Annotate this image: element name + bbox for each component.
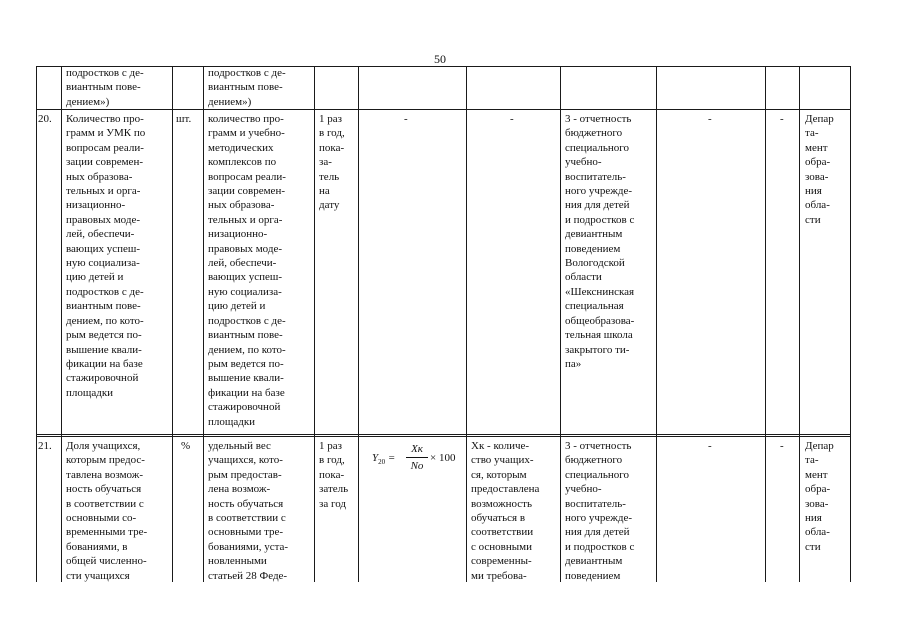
formula-numerator: Xк bbox=[411, 443, 423, 455]
cont-row-name: подростков с де- виантным пове- дением») bbox=[66, 67, 144, 108]
row20-formula: - bbox=[404, 113, 408, 125]
col-line bbox=[656, 66, 657, 582]
col-line bbox=[61, 66, 62, 582]
row20-periodicity: 1 раз в год, пока- за- тель на дату bbox=[319, 113, 345, 212]
row20-col10: - bbox=[780, 113, 784, 125]
row-line bbox=[36, 66, 851, 67]
col-line bbox=[850, 66, 851, 582]
page-number: 50 bbox=[434, 52, 446, 66]
row20-number: 20. bbox=[38, 113, 52, 125]
row21-number: 21. bbox=[38, 440, 52, 452]
cont-row-definition: подростков с де- виантным пове- дением») bbox=[208, 67, 286, 108]
col-line bbox=[799, 66, 800, 582]
row20-collection-method: 3 - отчетность бюджетного специального учебно- воспитатель- ного учрежде- ния для детей и подростков с девиантным поведением Вологодской области «Шекснинская специальная общеобразова- тельная школа закрытого ти- па» bbox=[565, 113, 635, 370]
row-line bbox=[36, 109, 851, 110]
col-line bbox=[36, 66, 37, 582]
row21-responsible: Депар та- мент обра- зова- ния обла- сти bbox=[805, 440, 834, 553]
row21-col9: - bbox=[708, 440, 712, 452]
row20-indicator-name: Количество про- грамм и УМК по вопросам реали- зации современ- ных образова- тельных и орга- низационно- правовых моде- лей, обеспечи- вающих успеш- ную социализа- цию детей и подростков с де- виантным пове- дением, по кото- рым ведется по- вышение квали- фикации на базе стажировочной площадки bbox=[66, 113, 146, 399]
row21-indicator-name: Доля учащихся, которым предос- тавлена возмож- ность обучаться в соответствии с основными со- временными тре- бованиями, в общей численно- сти учащихся bbox=[66, 440, 148, 582]
col-line bbox=[314, 66, 315, 582]
col-line bbox=[560, 66, 561, 582]
col-line bbox=[466, 66, 467, 582]
col-line bbox=[172, 66, 173, 582]
row20-definition: количество про- грамм и учебно- методических комплексов по вопросам реали- зации современ- ных образова- тельных и орга- низационно- правовых моде- лей, обеспечи- вающих успеш- ную социализа- цию детей и подростков с де- виантным пове- дением, по кото- рым ведется по- вышение квали- фикации на базе стажировочной площадки bbox=[208, 113, 286, 428]
row21-periodicity: 1 раз в год, пока- затель за год bbox=[319, 440, 349, 510]
formula-fraction bbox=[406, 442, 428, 473]
row21-basic-indicators: Хк - количе- ство учащих- ся, которым предоставлена возможность обучаться в соответствии с основными современны- ми требова- bbox=[471, 440, 540, 582]
fraction-bar bbox=[406, 457, 428, 458]
col-line bbox=[765, 66, 766, 582]
row21-unit: % bbox=[181, 440, 191, 452]
row21-col10: - bbox=[780, 440, 784, 452]
formula-denominator: No bbox=[410, 460, 424, 472]
row21-definition: удельный вес учащихся, кото- рым предостав- лена возмож- ность обучаться в соответствии с основными тре- бованиями, уста- новленными статьей 28 Феде- bbox=[208, 440, 289, 582]
row-line bbox=[36, 436, 851, 437]
col-line bbox=[358, 66, 359, 582]
row20-responsible: Депар та- мент обра- зова- ния обла- сти bbox=[805, 113, 834, 226]
row-line bbox=[36, 434, 851, 435]
formula-multiplier: × 100 bbox=[430, 452, 456, 464]
row21-collection-method: 3 - отчетность бюджетного специального учебно- воспитатель- ного учрежде- ния для детей и подростков с девиантным поведением bbox=[565, 440, 635, 582]
row20-col9: - bbox=[708, 113, 712, 125]
formula-lhs: $Y_{20}$ = bbox=[372, 452, 396, 467]
row20-unit: шт. bbox=[176, 113, 192, 125]
col-line bbox=[203, 66, 204, 582]
row20-basic-indicators: - bbox=[510, 113, 514, 125]
